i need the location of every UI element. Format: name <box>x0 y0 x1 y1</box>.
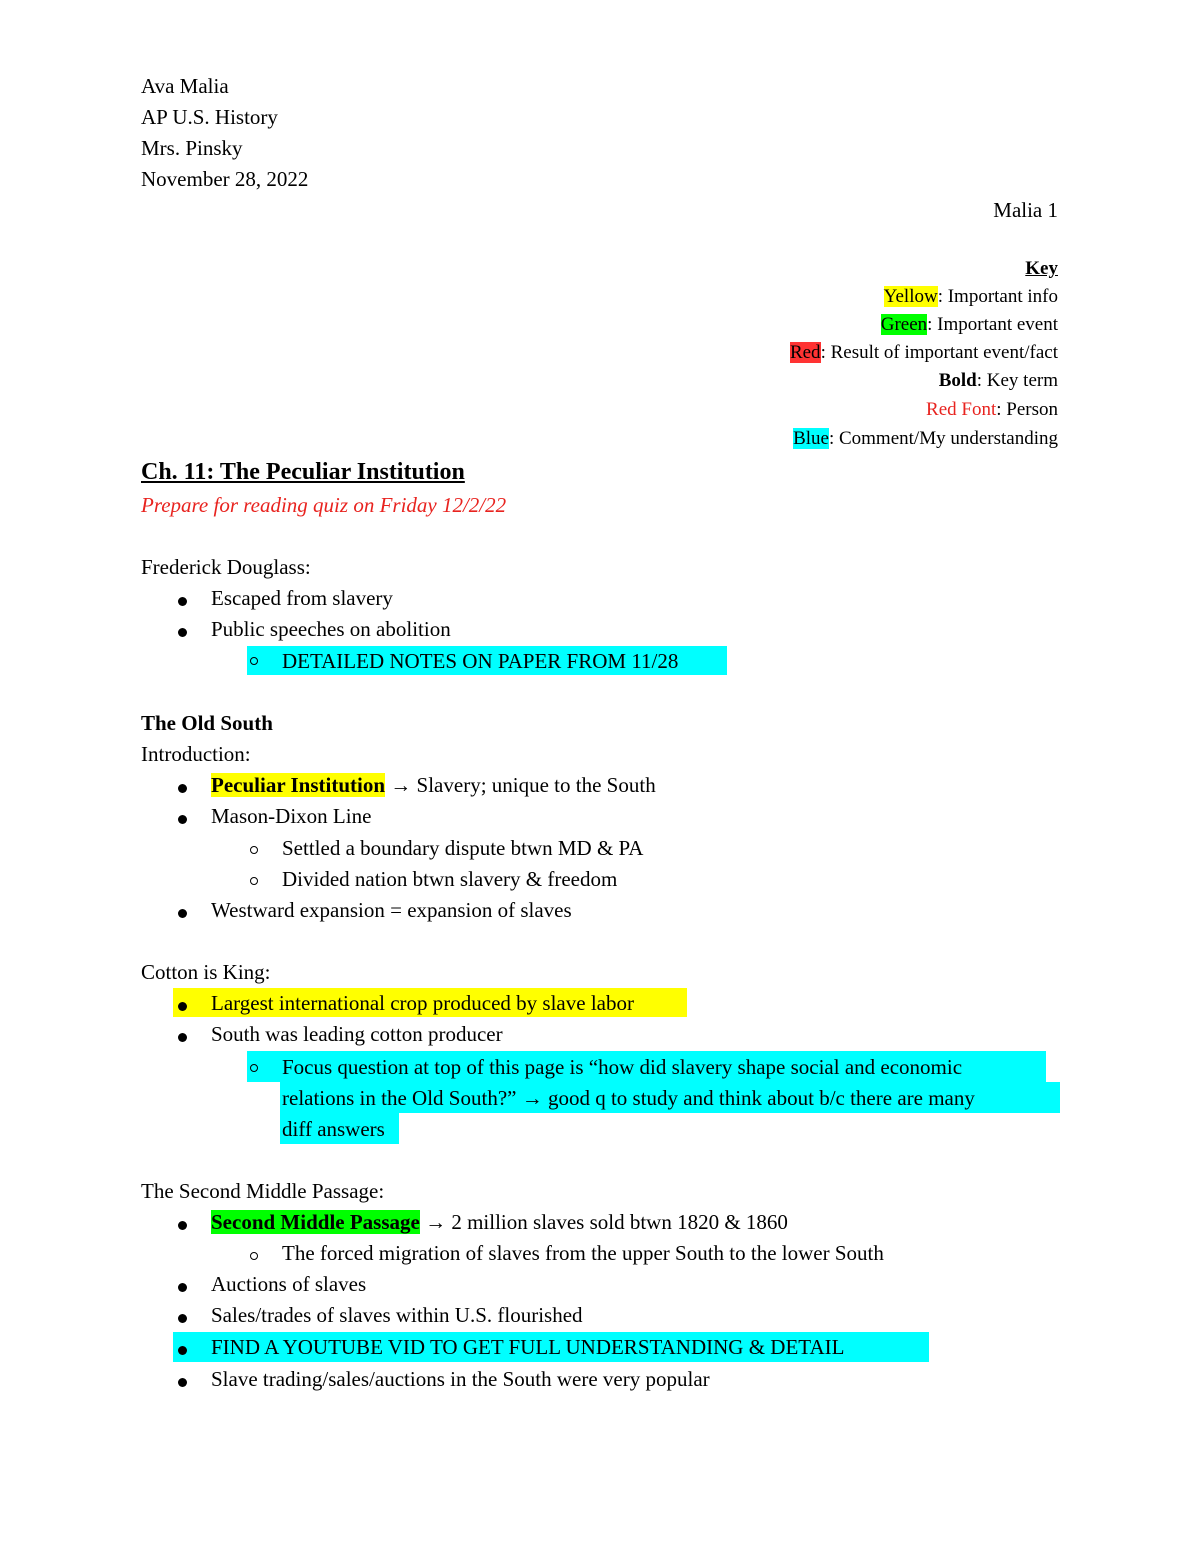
key-green: Green: Important event <box>880 314 1058 335</box>
chapter-subtitle: Prepare for reading quiz on Friday 12/2/22 <box>141 493 507 517</box>
list-item: Mason-Dixon Line <box>211 804 372 828</box>
bullet-icon <box>178 1378 187 1387</box>
bullet-icon <box>178 1221 187 1230</box>
list-item: Sales/trades of slaves within U.S. flourished <box>211 1303 583 1327</box>
teacher-name: Mrs. Pinsky <box>141 136 243 160</box>
list-item: Westward expansion = expansion of slaves <box>211 898 572 922</box>
key-yellow: Yellow: Important info <box>883 286 1058 307</box>
key-red-font: Red Font: Person <box>926 399 1058 420</box>
author-name: Ava Malia <box>141 74 229 98</box>
sub-bullet-icon <box>250 1252 258 1260</box>
sub-bullet-icon <box>250 657 258 665</box>
bullet-icon <box>178 597 187 606</box>
list-subitem: Focus question at top of this page is “how did slavery shape social and economic <box>282 1055 963 1079</box>
bullet-icon <box>178 628 187 637</box>
key-blue: Blue: Comment/My understanding <box>793 428 1058 449</box>
list-item: Auctions of slaves <box>211 1272 367 1296</box>
list-item: Second Middle Passage → 2 million slaves sold btwn 1820 & 1860 <box>211 1210 788 1234</box>
section-heading-douglass: Frederick Douglass: <box>141 555 311 579</box>
bullet-icon <box>178 815 187 824</box>
page-number-label: Malia 1 <box>993 198 1058 222</box>
list-subitem: Divided nation btwn slavery & freedom <box>282 867 618 891</box>
section-heading-cotton: Cotton is King: <box>141 960 271 984</box>
bullet-icon <box>178 1283 187 1292</box>
list-item: FIND A YOUTUBE VID TO GET FULL UNDERSTANDING & DETAIL <box>211 1335 845 1359</box>
section-heading-old-south: The Old South <box>141 711 273 735</box>
list-subitem-continued: relations in the Old South?” → good q to study and think about b/c there are many <box>282 1086 975 1110</box>
list-item: Escaped from slavery <box>211 586 393 610</box>
bullet-icon <box>178 1033 187 1042</box>
sub-bullet-icon <box>250 877 258 885</box>
section-heading-passage: The Second Middle Passage: <box>141 1179 385 1203</box>
document-date: November 28, 2022 <box>141 167 309 191</box>
list-item: Public speeches on abolition <box>211 617 451 641</box>
bullet-icon <box>178 1314 187 1323</box>
key-title: Key <box>1025 258 1058 279</box>
sub-bullet-icon <box>250 846 258 854</box>
list-item: Slave trading/sales/auctions in the South were very popular <box>211 1367 710 1391</box>
bullet-icon <box>178 1002 187 1011</box>
bullet-icon <box>178 784 187 793</box>
sub-bullet-icon <box>250 1064 258 1072</box>
list-item: South was leading cotton producer <box>211 1022 503 1046</box>
list-subitem: Settled a boundary dispute btwn MD & PA <box>282 836 644 860</box>
list-subitem: The forced migration of slaves from the upper South to the lower South <box>282 1241 884 1265</box>
list-item: Largest international crop produced by slave labor <box>211 991 634 1015</box>
course-name: AP U.S. History <box>141 105 278 129</box>
chapter-title: Ch. 11: The Peculiar Institution <box>141 459 465 485</box>
list-subitem-continued: diff answers <box>282 1117 385 1141</box>
key-bold: Bold: Key term <box>938 370 1058 391</box>
bullet-icon <box>178 909 187 918</box>
list-item: Peculiar Institution → Slavery; unique to the South <box>211 773 656 797</box>
list-subitem: DETAILED NOTES ON PAPER FROM 11/28 <box>282 649 679 673</box>
key-red: Red: Result of important event/fact <box>789 342 1058 363</box>
subsection-intro: Introduction: <box>141 742 251 766</box>
bullet-icon <box>178 1346 187 1355</box>
